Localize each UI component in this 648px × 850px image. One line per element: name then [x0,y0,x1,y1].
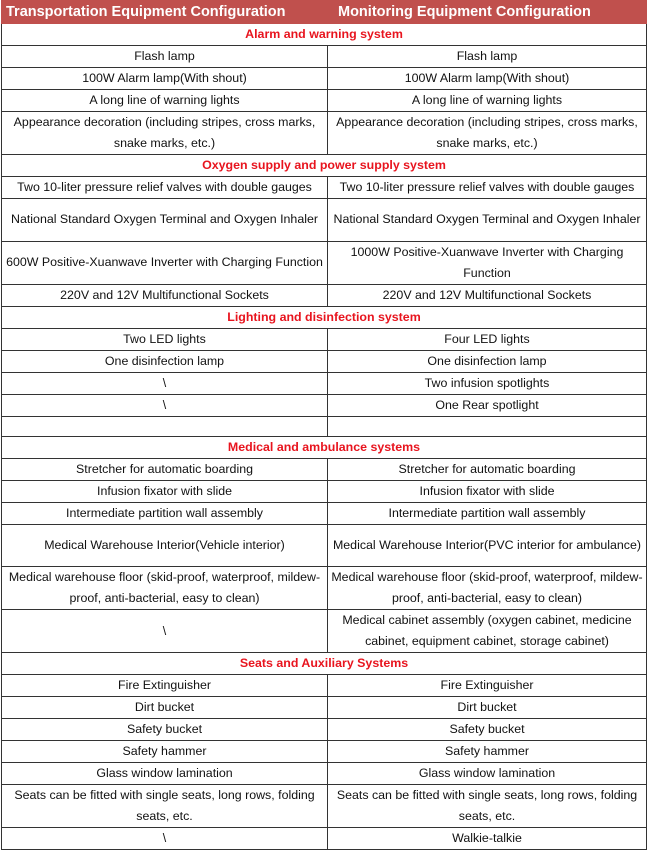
header-row [2,1,647,24]
monitoring-cell: Walkie-talkie [328,828,647,850]
transportation-cell: Medical warehouse floor (skid-proof, waterproof, mildew-proof, anti-bacterial, easy to clean) [2,567,328,610]
monitoring-cell: Safety bucket [328,719,647,741]
table-row [2,46,647,68]
monitoring-cell: Fire Extinguisher [328,675,647,697]
section-title: Medical and ambulance systems [2,436,647,458]
transportation-cell: Medical Warehouse Interior(Vehicle interior) [2,524,328,567]
monitoring-cell: Intermediate partition wall assembly [328,502,647,524]
section-row [2,306,647,328]
transportation-cell: Intermediate partition wall assembly [2,502,328,524]
monitoring-cell: 220V and 12V Multifunctional Sockets [328,284,647,306]
monitoring-cell: A long line of warning lights [328,90,647,112]
monitoring-cell: Stretcher for automatic boarding [328,458,647,480]
transportation-cell: Fire Extinguisher [2,675,328,697]
transportation-cell: Stretcher for automatic boarding [2,458,328,480]
transportation-cell: Seats can be fitted with single seats, long rows, folding seats, etc. [2,785,328,828]
transportation-cell: Two LED lights [2,328,328,350]
table-row [2,90,647,112]
monitoring-cell: Glass window lamination [328,763,647,785]
section-title: Oxygen supply and power supply system [2,155,647,177]
transportation-cell: A long line of warning lights [2,90,328,112]
transportation-cell: Dirt bucket [2,697,328,719]
monitoring-cell: 100W Alarm lamp(With shout) [328,68,647,90]
monitoring-cell: Seats can be fitted with single seats, long rows, folding seats, etc. [328,785,647,828]
transportation-cell [2,416,328,436]
table-row [2,763,647,785]
transportation-cell: 220V and 12V Multifunctional Sockets [2,284,328,306]
transportation-cell: \ [2,828,328,850]
monitoring-cell: Two 10-liter pressure relief valves with double gauges [328,177,647,199]
section-title: Lighting and disinfection system [2,306,647,328]
transportation-cell: Infusion fixator with slide [2,480,328,502]
table-row [2,697,647,719]
monitoring-cell: 1000W Positive-Xuanwave Inverter with Charging Function [328,241,647,284]
table-row [2,741,647,763]
transportation-cell: Appearance decoration (including stripes, cross marks, snake marks, etc.) [2,112,328,155]
monitoring-cell: Four LED lights [328,328,647,350]
table-row [2,567,647,610]
monitoring-cell: Safety hammer [328,741,647,763]
table-row [2,394,647,416]
table-row [2,112,647,155]
table-row [2,785,647,828]
monitoring-cell [328,416,647,436]
monitoring-cell: National Standard Oxygen Terminal and Oxygen Inhaler [328,199,647,242]
header-monitoring: Monitoring Equipment Configuration [328,1,647,24]
table-row [2,480,647,502]
transportation-cell: \ [2,372,328,394]
monitoring-cell: Flash lamp [328,46,647,68]
transportation-cell: Safety bucket [2,719,328,741]
table-row [2,350,647,372]
table-row [2,177,647,199]
configuration-table [1,0,647,850]
header-transportation: Transportation Equipment Configuration [2,1,328,24]
table-row [2,675,647,697]
table-row [2,416,647,436]
table-row [2,524,647,567]
transportation-cell: \ [2,610,328,653]
table-row [2,284,647,306]
section-row [2,653,647,675]
monitoring-cell: Infusion fixator with slide [328,480,647,502]
transportation-cell: 100W Alarm lamp(With shout) [2,68,328,90]
monitoring-cell: One disinfection lamp [328,350,647,372]
transportation-cell: Two 10-liter pressure relief valves with double gauges [2,177,328,199]
monitoring-cell: One Rear spotlight [328,394,647,416]
transportation-cell: National Standard Oxygen Terminal and Oxygen Inhaler [2,199,328,242]
table-row [2,68,647,90]
transportation-cell: 600W Positive-Xuanwave Inverter with Charging Function [2,241,328,284]
table-row [2,719,647,741]
monitoring-cell: Dirt bucket [328,697,647,719]
transportation-cell: \ [2,394,328,416]
table-row [2,328,647,350]
section-row [2,24,647,46]
table-row [2,199,647,242]
table-row [2,458,647,480]
monitoring-cell: Medical cabinet assembly (oxygen cabinet, medicine cabinet, equipment cabinet, storage cabinet) [328,610,647,653]
table-row [2,610,647,653]
monitoring-cell: Medical Warehouse Interior(PVC interior for ambulance) [328,524,647,567]
transportation-cell: Safety hammer [2,741,328,763]
transportation-cell: Flash lamp [2,46,328,68]
table-row [2,828,647,850]
section-title: Alarm and warning system [2,24,647,46]
table-row [2,241,647,284]
table-row [2,372,647,394]
section-title: Seats and Auxiliary Systems [2,653,647,675]
monitoring-cell: Two infusion spotlights [328,372,647,394]
monitoring-cell: Appearance decoration (including stripes, cross marks, snake marks, etc.) [328,112,647,155]
monitoring-cell: Medical warehouse floor (skid-proof, waterproof, mildew-proof, anti-bacterial, easy to clean) [328,567,647,610]
transportation-cell: Glass window lamination [2,763,328,785]
section-row [2,436,647,458]
transportation-cell: One disinfection lamp [2,350,328,372]
section-row [2,155,647,177]
table-row [2,502,647,524]
